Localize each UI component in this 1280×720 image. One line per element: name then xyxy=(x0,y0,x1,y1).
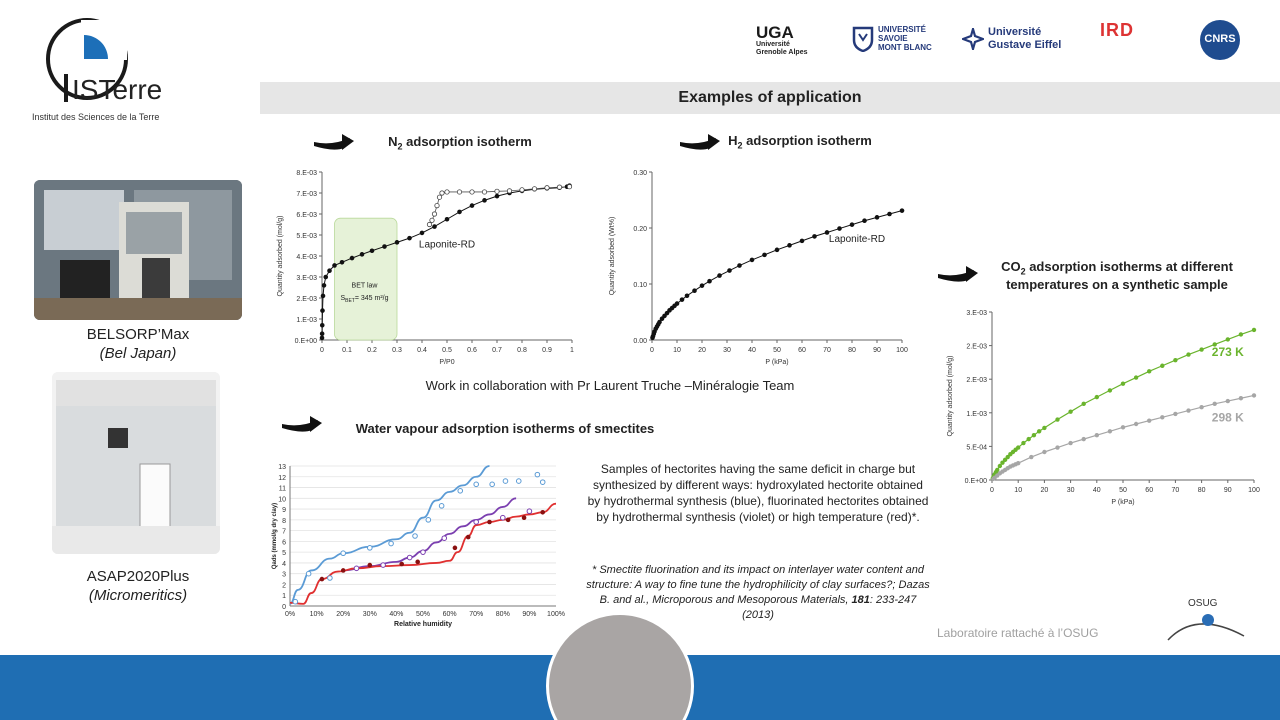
device-name-asap: ASAP2020Plus xyxy=(86,568,190,585)
water-point-red xyxy=(540,510,545,515)
adsorption-point xyxy=(407,236,412,241)
cnrs-logo: CNRS xyxy=(1200,20,1240,60)
uge-logo: Université Gustave Eiffel xyxy=(962,26,1072,54)
water-point-red xyxy=(453,546,458,551)
adsorption-point xyxy=(495,194,500,199)
adsorption-point xyxy=(320,323,325,328)
x-tick-label: 30% xyxy=(362,611,377,618)
h2-point xyxy=(812,234,817,239)
desorption-point xyxy=(435,203,439,207)
y-tick-label: 2.E-03 xyxy=(966,343,987,351)
adsorption-point xyxy=(332,263,337,268)
y-tick-label: 1 xyxy=(282,593,286,601)
h2-point xyxy=(750,258,755,263)
h2-chart-title: $H_2$ adsorption isotherm xyxy=(728,133,872,151)
co2-point xyxy=(1037,429,1041,433)
x-tick-label: 100% xyxy=(547,611,565,618)
co2-point xyxy=(1055,445,1059,449)
co2-point xyxy=(1068,441,1072,445)
usmb-logo: UNIVERSITÉ SAVOIE MONT BLANC xyxy=(852,24,942,56)
co2-point xyxy=(1239,396,1243,400)
isterre-name: ISTerre xyxy=(72,74,163,105)
water-point-violet xyxy=(354,566,359,571)
y-tick-label: 13 xyxy=(278,464,286,471)
y-axis-label: Quantity adsorbed (mol/g) xyxy=(277,215,284,297)
x-tick-label: 0.2 xyxy=(367,347,377,354)
y-tick-label: 12 xyxy=(278,474,286,482)
co2-isotherm-chart xyxy=(940,300,1270,520)
adsorption-point xyxy=(370,248,375,253)
section-banner xyxy=(260,82,1280,114)
water-point-blue xyxy=(368,546,373,551)
h2-point xyxy=(775,248,780,253)
adsorption-point xyxy=(322,283,327,288)
x-tick-label: 10% xyxy=(309,611,324,618)
arrow-icon xyxy=(936,264,980,286)
y-tick-label: 4.E-03 xyxy=(296,254,317,261)
h2-point xyxy=(787,243,792,248)
co2-chart-title: $CO_2$ adsorption isotherms at different temperatures on a synthetic sample xyxy=(1001,259,1233,292)
device-maker-belsorp: (Bel Japan) xyxy=(99,345,177,362)
water-point-violet xyxy=(421,550,426,555)
x-tick-label: 1 xyxy=(570,347,574,354)
co2-point xyxy=(1016,445,1020,449)
water-point-violet xyxy=(501,515,506,520)
h2-point xyxy=(850,222,855,227)
y-tick-label: 2.E-03 xyxy=(966,377,987,385)
x-tick-label: 50 xyxy=(1119,487,1127,494)
x-tick-label: 20% xyxy=(336,611,351,618)
y-tick-label: 8.E-03 xyxy=(296,170,317,177)
adsorption-point xyxy=(420,231,425,236)
water-point-violet xyxy=(381,563,386,568)
water-point-blue xyxy=(328,576,333,581)
water-point-red xyxy=(341,568,346,573)
adsorption-point xyxy=(457,210,462,215)
co2-point xyxy=(1134,375,1138,379)
n2-chart-title: $N_2$ adsorption isotherm xyxy=(388,134,532,152)
h2-point xyxy=(680,297,685,302)
water-point-blue xyxy=(540,480,545,485)
desorption-point xyxy=(545,186,549,190)
water-point-blue xyxy=(293,599,298,604)
desorption-point xyxy=(457,190,461,194)
lab-note: Laboratoire rattaché à l’OSUG xyxy=(937,626,1099,640)
y-tick-label: 3.E-03 xyxy=(296,275,317,282)
adsorption-point xyxy=(395,240,400,245)
co2-point xyxy=(1026,437,1030,441)
desorption-point xyxy=(430,218,434,222)
instrument-image xyxy=(34,180,242,320)
adsorption-point xyxy=(320,331,325,336)
y-tick-label: 7 xyxy=(282,528,286,536)
x-tick-label: 60 xyxy=(1145,487,1154,494)
co2-point xyxy=(1068,409,1072,413)
arrow-icon xyxy=(678,132,722,154)
h2-point xyxy=(887,212,892,217)
co2-line-1 xyxy=(993,395,1254,478)
isterre-emblem-icon xyxy=(22,14,182,124)
y-tick-label: 3.E-03 xyxy=(966,310,987,317)
water-point-red xyxy=(399,562,404,567)
h2-point xyxy=(800,239,805,244)
x-tick-label: 50 xyxy=(773,347,781,354)
co2-point xyxy=(1042,450,1046,454)
bet-label: BET law xyxy=(351,282,378,290)
x-axis-label: Relative humidity xyxy=(394,621,452,628)
water-point-red xyxy=(522,515,527,520)
desorption-point xyxy=(507,189,511,193)
co2-point xyxy=(1226,399,1230,403)
x-tick-label: 0.4 xyxy=(417,347,427,354)
arrow-icon xyxy=(280,414,324,436)
y-tick-label: 0.30 xyxy=(633,170,647,177)
x-axis-label: P (kPa) xyxy=(1111,499,1135,506)
y-tick-label: 1.E-03 xyxy=(296,317,317,324)
water-point-blue xyxy=(306,571,311,576)
co2-point xyxy=(1021,441,1025,445)
y-tick-label: 0 xyxy=(282,604,286,611)
x-tick-label: 50% xyxy=(415,611,431,618)
x-axis-label: P/P0 xyxy=(439,359,455,366)
y-tick-label: 10 xyxy=(278,496,286,504)
h2-isotherm-chart xyxy=(600,162,920,382)
water-point-violet xyxy=(407,555,412,560)
y-tick-label: 5 xyxy=(282,550,286,558)
series-label: 273 K xyxy=(1211,344,1244,359)
desorption-point xyxy=(445,190,449,194)
isterre-logo xyxy=(22,14,182,124)
h2-point xyxy=(717,273,722,278)
device-maker-asap: (Micromeritics) xyxy=(88,587,188,604)
h2-point xyxy=(675,301,680,306)
collaboration-caption: Work in collaboration with Pr Laurent Truche –Minéralogie Team xyxy=(425,378,795,393)
belsorp-photo xyxy=(34,180,242,320)
series-annotation: Laponite-RD xyxy=(828,234,886,245)
co2-point xyxy=(1226,337,1230,341)
n2-isotherm-chart xyxy=(270,162,590,382)
shield-icon xyxy=(852,26,874,52)
h2-point xyxy=(685,293,690,298)
page-title: Examples of application xyxy=(678,89,862,106)
co2-point xyxy=(1252,328,1256,332)
co2-point xyxy=(1186,352,1190,356)
y-tick-label: 0.E+00 xyxy=(964,478,987,485)
bet-value: $S_{BET}= 345$ m²/g xyxy=(340,295,389,305)
water-point-blue xyxy=(474,482,479,487)
y-axis-label: Qads (mmol/g dry clay) xyxy=(272,502,278,570)
x-tick-label: 40% xyxy=(389,611,404,618)
x-tick-label: 0 xyxy=(320,347,324,354)
x-tick-label: 0.6 xyxy=(467,347,477,354)
desorption-point xyxy=(432,212,436,216)
water-point-blue xyxy=(426,518,431,523)
co2-point xyxy=(1239,332,1243,336)
x-tick-label: 0.3 xyxy=(392,347,402,354)
adsorption-point xyxy=(360,252,365,257)
water-point-violet xyxy=(442,536,447,541)
desorption-point xyxy=(470,190,474,194)
x-tick-label: 60 xyxy=(798,347,806,354)
x-tick-label: 70 xyxy=(1171,487,1180,494)
adsorption-point xyxy=(340,260,345,265)
h2-point xyxy=(707,279,712,284)
co2-point xyxy=(1252,393,1256,397)
h2-point xyxy=(762,253,767,258)
h2-point xyxy=(837,226,842,231)
water-point-blue xyxy=(503,479,508,484)
water-point-violet xyxy=(474,520,479,525)
water-point-red xyxy=(487,520,492,525)
y-tick-label: 11 xyxy=(278,485,286,493)
h2-line xyxy=(653,211,903,338)
x-tick-label: 90% xyxy=(522,611,537,618)
y-tick-label: 0.E+00 xyxy=(294,338,317,345)
water-chart-title: Water vapour adsorption isotherms of smectites xyxy=(355,421,655,436)
h2-point xyxy=(875,215,880,220)
desorption-point xyxy=(532,187,536,191)
co2-point xyxy=(1095,433,1099,437)
y-tick-label: 2.E-03 xyxy=(296,296,317,303)
desorption-point xyxy=(437,195,441,199)
adsorption-point xyxy=(470,203,475,208)
co2-point xyxy=(1121,381,1125,385)
x-tick-label: 30 xyxy=(723,347,731,354)
water-point-blue xyxy=(516,479,521,484)
x-tick-label: 80 xyxy=(848,347,856,354)
desorption-point xyxy=(482,190,486,194)
x-tick-label: 90 xyxy=(1223,487,1232,494)
water-point-blue xyxy=(458,488,463,493)
y-tick-label: 1.E-03 xyxy=(966,410,987,418)
instrument-image xyxy=(52,372,220,554)
osug-logo: OSUG xyxy=(1166,598,1246,644)
water-point-blue xyxy=(490,482,495,487)
device-name-belsorp: BELSORP’Max xyxy=(86,326,190,343)
y-tick-label: 2 xyxy=(282,582,286,590)
arrow-icon xyxy=(312,132,356,154)
co2-point xyxy=(1042,426,1046,430)
x-tick-label: 20 xyxy=(1040,487,1049,494)
ird-logo: IRD xyxy=(1100,20,1134,40)
water-point-red xyxy=(320,577,325,582)
star-icon xyxy=(962,28,984,50)
co2-point xyxy=(1199,405,1203,409)
h2-point xyxy=(692,288,697,293)
x-tick-label: 10 xyxy=(1014,487,1023,494)
asap-photo xyxy=(52,372,220,554)
water-point-red xyxy=(368,563,373,568)
series-label: 298 K xyxy=(1211,410,1244,425)
co2-point xyxy=(1032,433,1036,437)
x-tick-label: 20 xyxy=(698,347,706,354)
co2-point xyxy=(1029,455,1033,459)
desorption-line xyxy=(430,187,570,225)
desorption-point xyxy=(440,191,444,195)
y-tick-label: 6.E-03 xyxy=(296,212,317,219)
y-tick-label: 0.10 xyxy=(633,282,647,289)
x-tick-label: 30 xyxy=(1066,487,1075,494)
bet-region xyxy=(335,218,398,340)
x-tick-label: 100 xyxy=(1248,487,1260,494)
y-tick-label: 7.E-03 xyxy=(296,191,317,198)
co2-point xyxy=(1147,369,1151,373)
water-point-red xyxy=(466,535,471,540)
water-point-blue xyxy=(413,534,418,539)
y-tick-label: 0.00 xyxy=(633,338,647,345)
adsorption-point xyxy=(321,294,326,299)
x-tick-label: 0.7 xyxy=(492,347,502,354)
x-tick-label: 10 xyxy=(673,347,681,354)
x-tick-label: 70 xyxy=(823,347,831,354)
x-tick-label: 0.9 xyxy=(542,347,552,354)
co2-point xyxy=(1173,412,1177,416)
desorption-point xyxy=(427,222,431,226)
adsorption-point xyxy=(382,244,387,249)
adsorption-point xyxy=(432,224,437,229)
y-tick-label: 9 xyxy=(282,507,286,515)
reference-note: * Smectite fluorination and its impact on interlayer water content and structure: A way to fine tune the hydrophilicity of clay surfaces?; Dazas B. and al., Microporous and Mesoporous Materials, 181: 233-247 (2013) xyxy=(586,564,930,621)
co2-point xyxy=(1147,418,1151,422)
isterre-subtitle: Institut des Sciences de la Terre xyxy=(32,112,160,122)
adsorption-point xyxy=(350,256,355,261)
water-point-blue xyxy=(389,541,394,546)
adsorption-point xyxy=(327,268,332,273)
water-point-blue xyxy=(535,472,540,477)
x-tick-label: 0 xyxy=(990,487,994,494)
y-tick-label: 6 xyxy=(282,539,286,547)
h2-point xyxy=(727,268,732,273)
x-tick-label: 0 xyxy=(650,347,654,354)
adsorption-point xyxy=(445,217,450,222)
y-tick-label: 8 xyxy=(282,517,286,525)
series-annotation: Laponite-RD xyxy=(418,239,476,251)
x-tick-label: 0.1 xyxy=(342,347,352,354)
h2-point xyxy=(862,218,867,223)
co2-point xyxy=(1108,388,1112,392)
co2-point xyxy=(1082,437,1086,441)
x-tick-label: 0% xyxy=(284,611,296,618)
co2-point xyxy=(1186,408,1190,412)
globe-icon xyxy=(1166,610,1246,642)
water-point-red xyxy=(415,560,420,565)
adsorption-point xyxy=(320,308,325,313)
x-tick-label: 40 xyxy=(1092,487,1101,494)
uga-logo: UGA Université Grenoble Alpes xyxy=(756,23,808,56)
co2-point xyxy=(1082,402,1086,406)
x-axis-label: P (kPa) xyxy=(765,359,789,366)
water-isotherm-chart xyxy=(268,458,570,634)
co2-point xyxy=(1173,358,1177,362)
adsorption-point xyxy=(482,198,487,203)
desorption-point xyxy=(495,189,499,193)
co2-point xyxy=(1213,402,1217,406)
adsorption-point xyxy=(320,336,325,341)
x-tick-label: 90 xyxy=(873,347,881,354)
y-tick-label: 5.E-04 xyxy=(966,444,987,452)
co2-point xyxy=(1160,415,1164,419)
y-tick-label: 0.20 xyxy=(633,226,647,233)
co2-point xyxy=(1160,364,1164,368)
water-point-blue xyxy=(341,551,346,556)
co2-point xyxy=(1134,422,1138,426)
h2-point xyxy=(900,208,905,213)
y-tick-label: 4 xyxy=(282,560,286,568)
x-tick-label: 80 xyxy=(1197,487,1206,494)
co2-point xyxy=(1199,347,1203,351)
co2-point xyxy=(1016,461,1020,465)
x-tick-label: 0.8 xyxy=(517,347,527,354)
x-tick-label: 80% xyxy=(495,611,510,618)
x-tick-label: 100 xyxy=(896,347,908,354)
y-axis-label: Quantity adsorbed (mol/g) xyxy=(947,355,954,437)
x-tick-label: 60% xyxy=(442,611,457,618)
y-axis-label: Quantity adsorbed (Wt%) xyxy=(609,216,616,296)
co2-point xyxy=(1095,395,1099,399)
chart-background xyxy=(268,458,570,634)
co2-point xyxy=(1108,429,1112,433)
desorption-point xyxy=(567,185,571,189)
desorption-point xyxy=(520,188,524,192)
y-tick-label: 3 xyxy=(282,571,286,579)
water-point-violet xyxy=(527,509,532,514)
co2-point xyxy=(1121,425,1125,429)
x-tick-label: 40 xyxy=(748,347,756,354)
h2-point xyxy=(700,283,705,288)
adsorption-point xyxy=(323,275,328,280)
x-tick-label: 0.5 xyxy=(442,347,452,354)
water-point-red xyxy=(506,518,511,523)
desorption-point xyxy=(557,185,561,189)
co2-point xyxy=(1055,417,1059,421)
y-tick-label: 5.E-03 xyxy=(296,233,317,240)
hectorite-description: Samples of hectorites having the same deficit in charge but synthesized by different ways: hydroxylated hectorite obtained by hydrothermal synthesis (blue), fluorinated hectorites obtained by hydrothermal synthesis (violet) or high temperature (red)*. xyxy=(587,462,929,524)
x-tick-label: 70% xyxy=(469,611,484,618)
h2-point xyxy=(737,263,742,268)
water-point-blue xyxy=(439,504,444,509)
